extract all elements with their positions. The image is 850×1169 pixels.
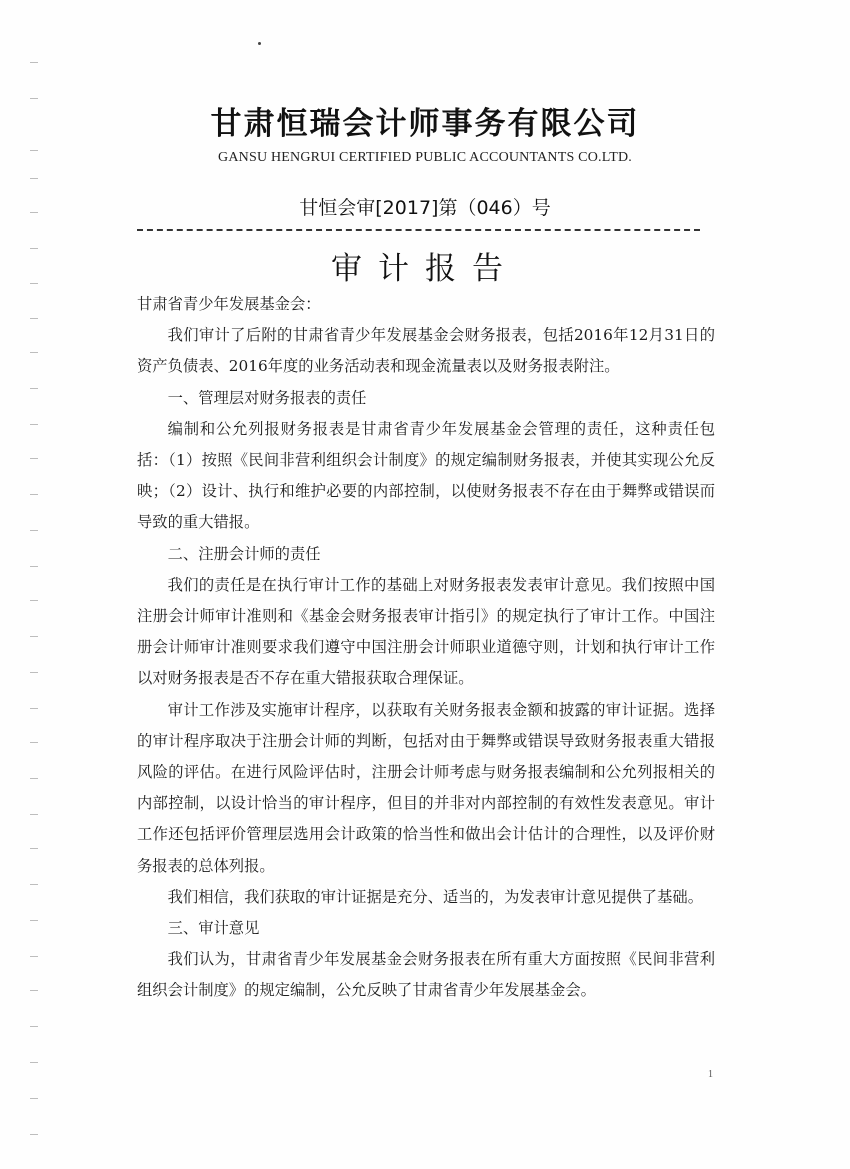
section-2-body-3: 我们相信，我们获取的审计证据是充分、适当的，为发表审计意见提供了基础。 <box>167 887 703 906</box>
intro-paragraph: 我们审计了后附的甘肃省青少年发展基金会财务报表，包括2016年12月31日的资产负债表、2016年度的业务活动表和现金流量表以及财务报表附注。 <box>137 326 715 376</box>
section-2-heading: 二、注册会计师的责任 <box>167 544 321 563</box>
section-1-heading: 一、管理层对财务报表的责任 <box>167 388 367 407</box>
addressee: 甘肃省青少年发展基金会： <box>137 295 321 313</box>
dashed-divider <box>137 229 700 231</box>
section-3-heading: 三、审计意见 <box>167 919 260 938</box>
document-number: 甘恒会审[2017]第（046）号 <box>299 197 551 219</box>
firm-name-english: GANSU HENGRUI CERTIFIED PUBLIC ACCOUNTANTS CO.LTD. <box>218 150 632 165</box>
section-2-body-1: 我们的责任是在执行审计工作的基础上对财务报表发表审计意见。我们按照中国注册会计师审计准则和《基金会财务报表审计指引》的规定执行了审计工作。中国注册会计师审计准则要求我们遵守中国注册会计师职业道德守则，计划和执行审计工作以对财务报表是否不存在重大错报获取合理保证。 <box>137 575 715 688</box>
binding-marks <box>30 0 40 1169</box>
scan-speck <box>258 42 261 45</box>
page-number: 1 <box>708 1069 713 1080</box>
report-body <box>137 289 715 1007</box>
firm-name-chinese: 甘肃恒瑞会计师事务有限公司 <box>210 106 640 142</box>
report-title: 审计报告 <box>331 251 519 287</box>
section-1-body: 编制和公允列报财务报表是甘肃省青少年发展基金会管理的责任，这种责任包括：（1）按照《民间非营利组织会计制度》的规定编制财务报表，并使其实现公允反映；（2）设计、执行和维护必要的内部控制，以使财务报表不存在由于舞弊或错误而导致的重大错报。 <box>137 419 715 532</box>
section-3-body: 我们认为，甘肃省青少年发展基金会财务报表在所有重大方面按照《民间非营利组织会计制度》的规定编制，公允反映了甘肃省青少年发展基金会。 <box>137 950 715 1000</box>
section-2-body-2: 审计工作涉及实施审计程序，以获取有关财务报表金额和披露的审计证据。选择的审计程序取决于注册会计师的判断，包括对由于舞弊或错误导致财务报表重大错报风险的评估。在进行风险评估时，注册会计师考虑与财务报表编制和公允列报相关的内部控制，以设计恰当的审计程序，但目的并非对内部控制的有效性发表意见。审计工作还包括评价管理层选用会计政策的恰当性和做出会计估计的合理性，以及评价财务报表的总体列报。 <box>137 700 715 875</box>
